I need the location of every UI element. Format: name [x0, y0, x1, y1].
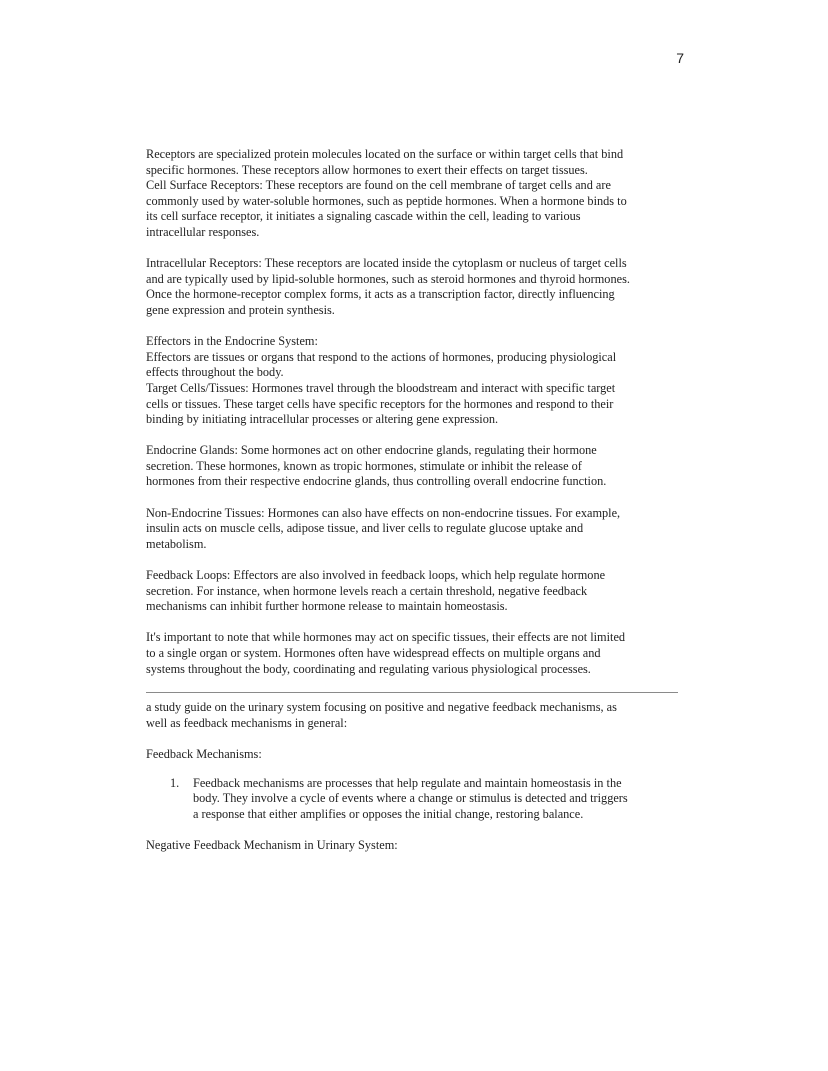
text-line: and are typically used by lipid-soluble hormones, such as steroid hormones and thyroid hormones.	[146, 271, 630, 286]
text-line: intracellular responses.	[146, 224, 260, 239]
text-line: secretion. These hormones, known as tropic hormones, stimulate or inhibit the release of	[146, 458, 582, 473]
paragraph-non-endocrine-tissues	[146, 506, 678, 553]
paragraph-effectors	[146, 334, 678, 428]
text-line: secretion. For instance, when hormone levels reach a certain threshold, negative feedback	[146, 583, 588, 598]
paragraph-intracellular-receptors	[146, 256, 678, 318]
subheading-negative-feedback	[146, 838, 678, 854]
list-item-text	[193, 776, 678, 823]
text-line: a response that either amplifies or opposes the initial change, restoring balance.	[193, 806, 584, 821]
list-item-number: 1.	[170, 775, 180, 790]
text-line: Intracellular Receptors: These receptors are located inside the cytoplasm or nucleus of target cells	[146, 256, 627, 271]
paragraph-receptors-intro	[146, 147, 678, 241]
text-line: systems throughout the body, coordinating and regulating various physiological processes.	[146, 661, 591, 676]
paragraph-feedback-loops	[146, 568, 678, 615]
text-line: Target Cells/Tissues: Hormones travel through the bloodstream and interact with specific target	[146, 380, 616, 395]
text-line: commonly used by water-soluble hormones, such as peptide hormones. When a hormone binds to	[146, 193, 627, 208]
text-line: insulin acts on muscle cells, adipose tissue, and liver cells to regulate glucose uptake and	[146, 521, 584, 536]
text-line: cells or tissues. These target cells have specific receptors for the hormones and respond to their	[146, 396, 614, 411]
text-line: its cell surface receptor, it initiates a signaling cascade within the cell, leading to various	[146, 209, 581, 224]
text-line: Feedback Loops: Effectors are also involved in feedback loops, which help regulate hormone	[146, 568, 606, 583]
text-line: effects throughout the body.	[146, 365, 284, 380]
text-line: specific hormones. These receptors allow hormones to exert their effects on target tissues.	[146, 162, 588, 177]
text-line: a study guide on the urinary system focusing on positive and negative feedback mechanisms, as	[146, 700, 617, 715]
text-line: Cell Surface Receptors: These receptors are found on the cell membrane of target cells and are	[146, 178, 611, 193]
text-line: Receptors are specialized protein molecules located on the surface or within target cells that bind	[146, 147, 624, 161]
paragraph-important-note	[146, 630, 678, 677]
list-item	[146, 776, 678, 823]
horizontal-rule	[146, 692, 678, 693]
text-line: Feedback mechanisms are processes that help regulate and maintain homeostasis in the	[193, 775, 622, 790]
text-line: metabolism.	[146, 536, 207, 551]
text-line: to a single organ or system. Hormones often have widespread effects on multiple organs and	[146, 646, 601, 660]
text-line: Non-Endocrine Tissues: Hormones can also have effects on non-endocrine tissues. For example,	[146, 505, 621, 520]
paragraph-endocrine-glands	[146, 443, 678, 490]
text-line: Effectors in the Endocrine System:	[146, 334, 318, 349]
heading-feedback-mechanisms	[146, 747, 678, 763]
text-line: gene expression and protein synthesis.	[146, 302, 335, 317]
numbered-list	[146, 763, 678, 823]
text-line: mechanisms can inhibit further hormone release to maintain homeostasis.	[146, 599, 508, 614]
page-number: 7	[676, 50, 684, 66]
text-line: body. They involve a cycle of events where a change or stimulus is detected and triggers	[193, 791, 628, 806]
text-line: Feedback Mechanisms:	[146, 746, 262, 761]
text-line: hormones from their respective endocrine glands, thus controlling overall endocrine function.	[146, 474, 607, 489]
text-line: Effectors are tissues or organs that respond to the actions of hormones, producing physiological	[146, 349, 617, 364]
paragraph-study-guide-intro	[146, 700, 678, 731]
document-body	[146, 147, 678, 869]
text-line: Endocrine Glands: Some hormones act on other endocrine glands, regulating their hormone	[146, 443, 597, 458]
text-line: Once the hormone-receptor complex forms, it acts as a transcription factor, directly influencing	[146, 287, 615, 302]
text-line: It's important to note that while hormones may act on specific tissues, their effects are not limited	[146, 630, 626, 645]
text-line: Negative Feedback Mechanism in Urinary System:	[146, 837, 398, 852]
text-line: well as feedback mechanisms in general:	[146, 715, 348, 730]
text-line: binding by initiating intracellular processes or altering gene expression.	[146, 412, 499, 427]
